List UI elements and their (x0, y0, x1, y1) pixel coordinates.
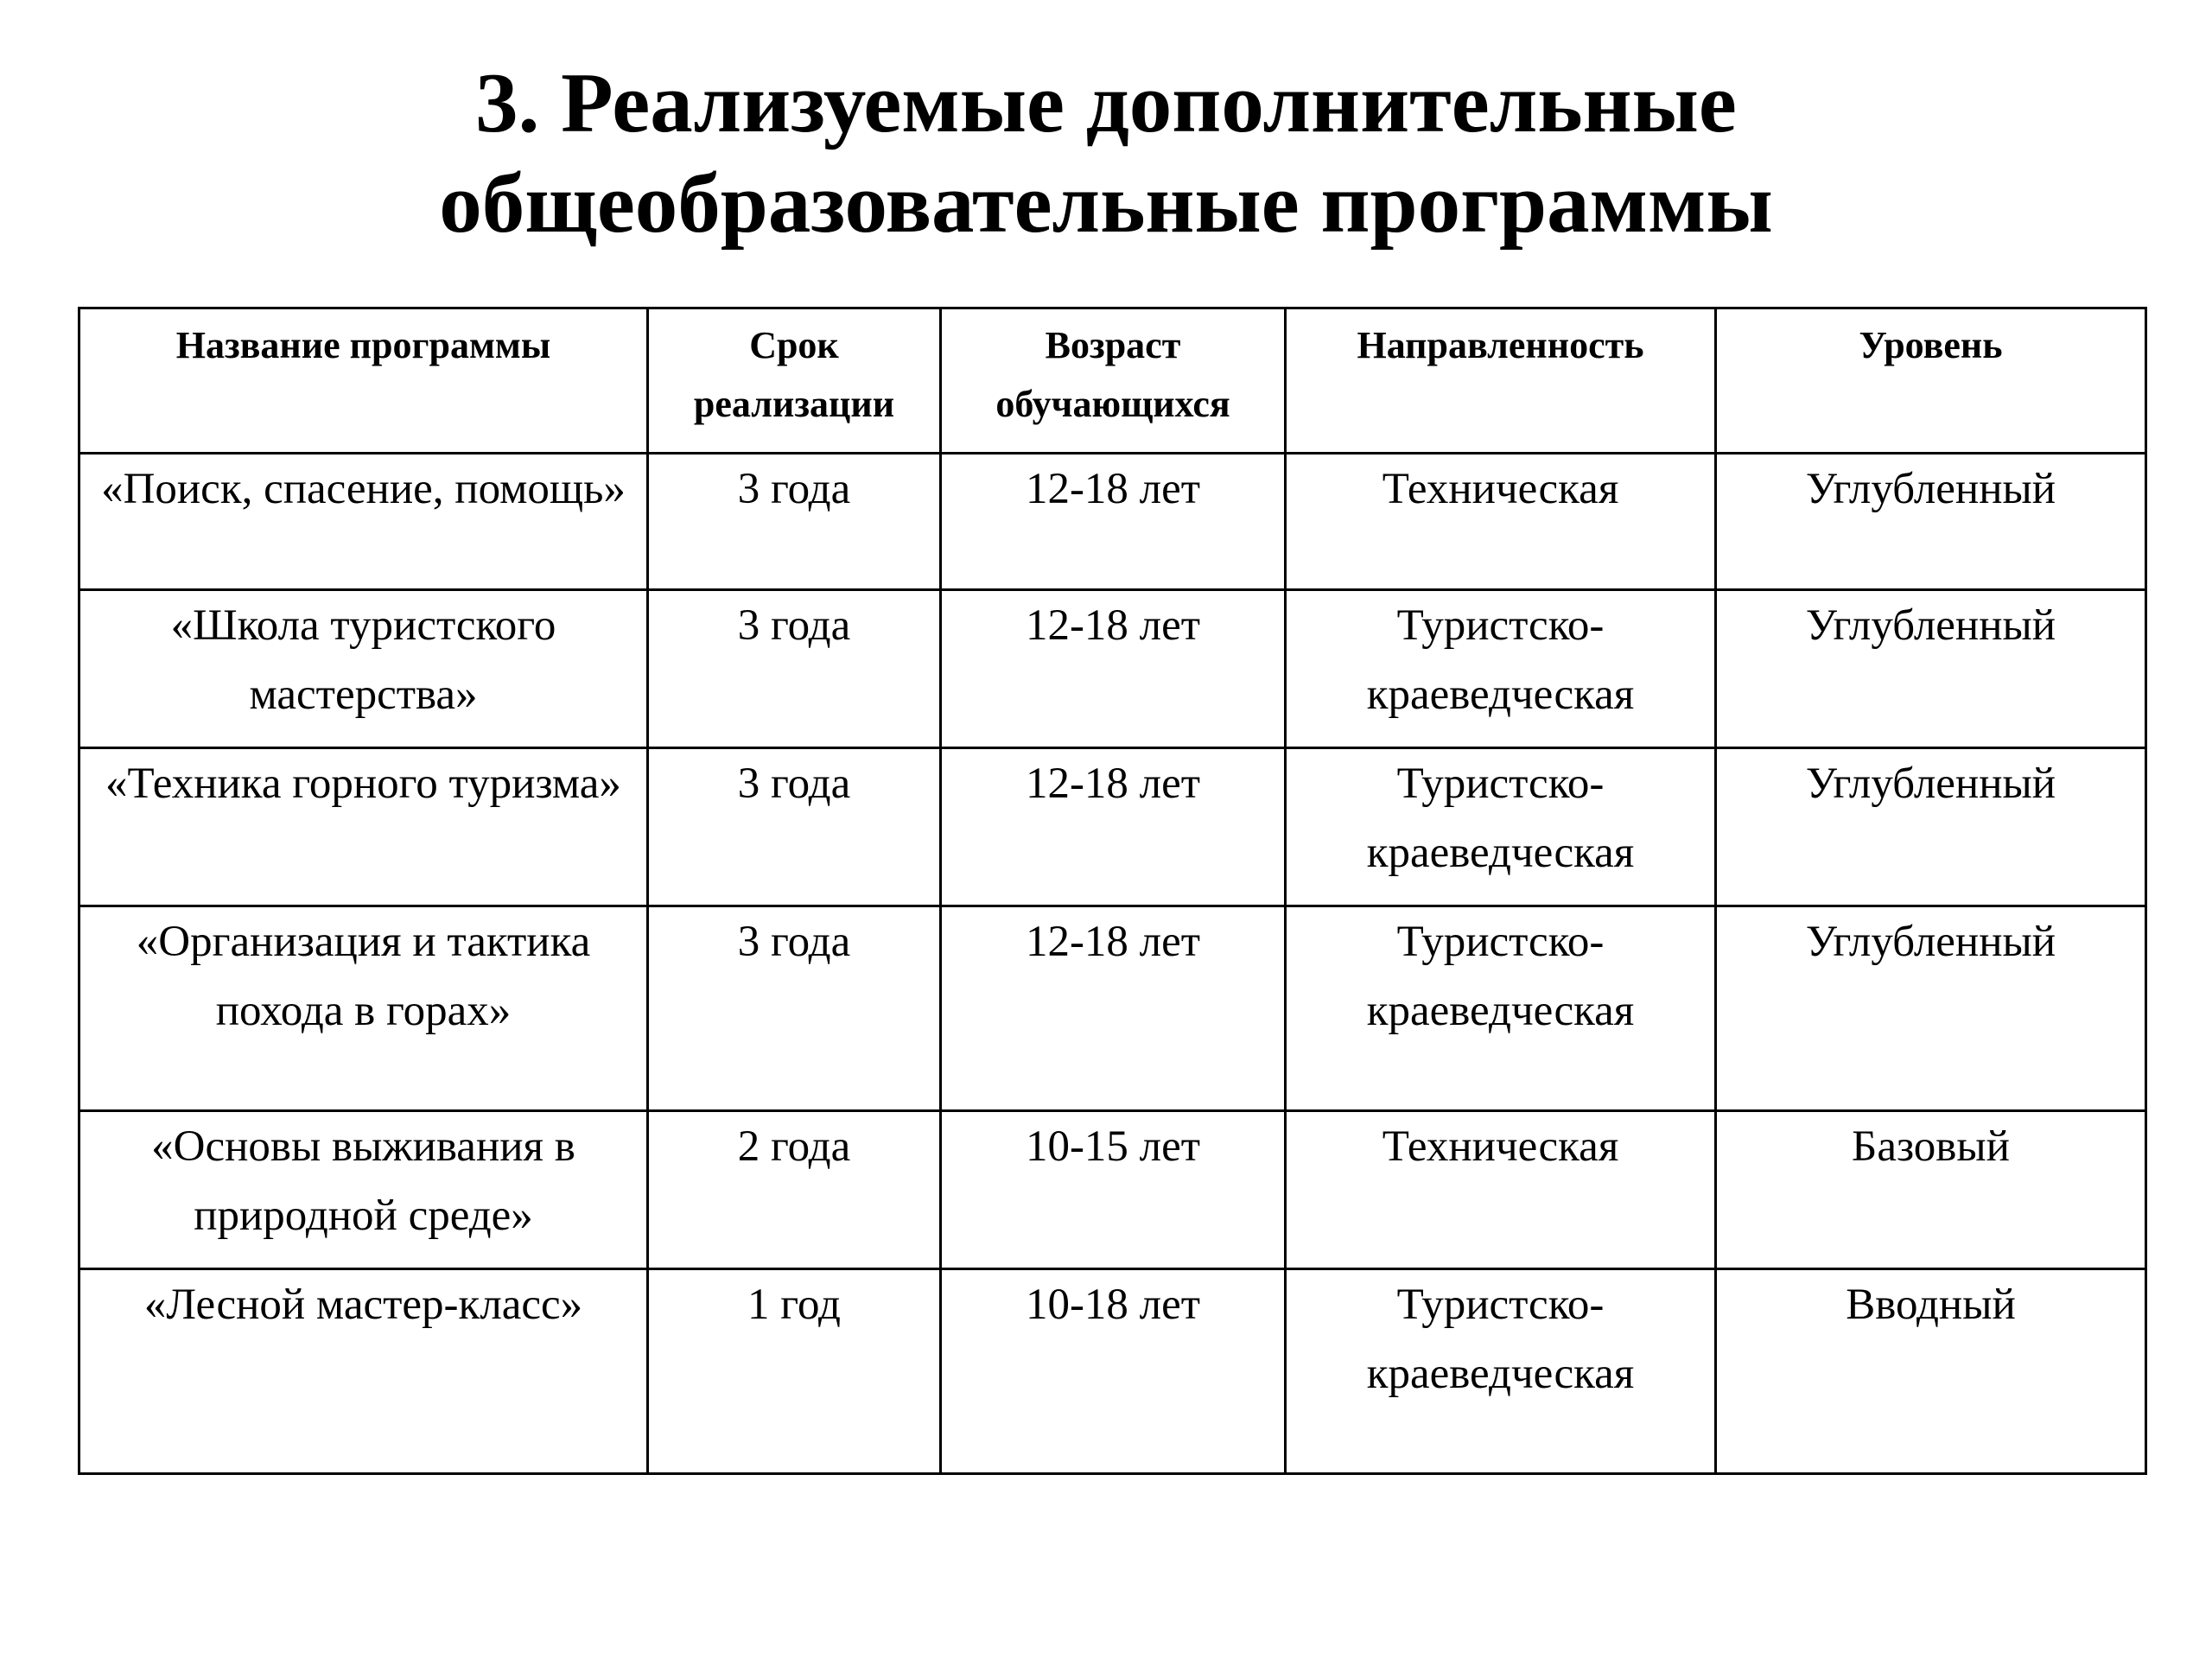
table-row (79, 454, 2146, 590)
header-level: Уровень (1716, 308, 2146, 454)
cell-focus: Туристско-краеведческая (1286, 1269, 1716, 1474)
cell-program-name: «Лесной мастер-класс» (79, 1269, 648, 1474)
cell-level: Вводный (1716, 1269, 2146, 1474)
page-title-line-2: общеобразовательные программы (439, 156, 1773, 251)
cell-duration: 3 года (648, 590, 941, 748)
cell-program-name: «Школа туристского мастерства» (79, 590, 648, 748)
cell-age: 12-18 лет (941, 454, 1286, 590)
cell-program-name: «Поиск, спасение, помощь» (79, 454, 648, 590)
header-duration: Срок реализации (648, 308, 941, 454)
table-row (79, 906, 2146, 1111)
cell-focus: Техническая (1286, 1111, 1716, 1269)
cell-duration: 1 год (648, 1269, 941, 1474)
cell-level: Углубленный (1716, 906, 2146, 1111)
page-title-line-1: 3. Реализуемые дополнительные (475, 56, 1737, 150)
cell-age: 12-18 лет (941, 748, 1286, 906)
table-header-row (79, 308, 2146, 454)
cell-program-name: «Техника горного туризма» (79, 748, 648, 906)
cell-age: 12-18 лет (941, 590, 1286, 748)
programs-table (78, 307, 2147, 1475)
cell-age: 12-18 лет (941, 906, 1286, 1111)
cell-level: Углубленный (1716, 590, 2146, 748)
cell-duration: 3 года (648, 906, 941, 1111)
table-row (79, 748, 2146, 906)
cell-duration: 3 года (648, 748, 941, 906)
header-program-name: Название программы (79, 308, 648, 454)
cell-focus: Туристско-краеведческая (1286, 906, 1716, 1111)
header-focus: Направленность (1286, 308, 1716, 454)
table-row (79, 590, 2146, 748)
cell-program-name: «Организация и тактика похода в горах» (79, 906, 648, 1111)
cell-age: 10-18 лет (941, 1269, 1286, 1474)
table-row (79, 1269, 2146, 1474)
table-row (79, 1111, 2146, 1269)
cell-duration: 2 года (648, 1111, 941, 1269)
header-age: Возраст обучающихся (941, 308, 1286, 454)
cell-duration: 3 года (648, 454, 941, 590)
cell-focus: Техническая (1286, 454, 1716, 590)
cell-program-name: «Основы выживания в природной среде» (79, 1111, 648, 1269)
page-title (0, 54, 2212, 254)
cell-focus: Туристско-краеведческая (1286, 590, 1716, 748)
cell-level: Углубленный (1716, 748, 2146, 906)
cell-focus: Туристско-краеведческая (1286, 748, 1716, 906)
cell-level: Углубленный (1716, 454, 2146, 590)
cell-level: Базовый (1716, 1111, 2146, 1269)
cell-age: 10-15 лет (941, 1111, 1286, 1269)
